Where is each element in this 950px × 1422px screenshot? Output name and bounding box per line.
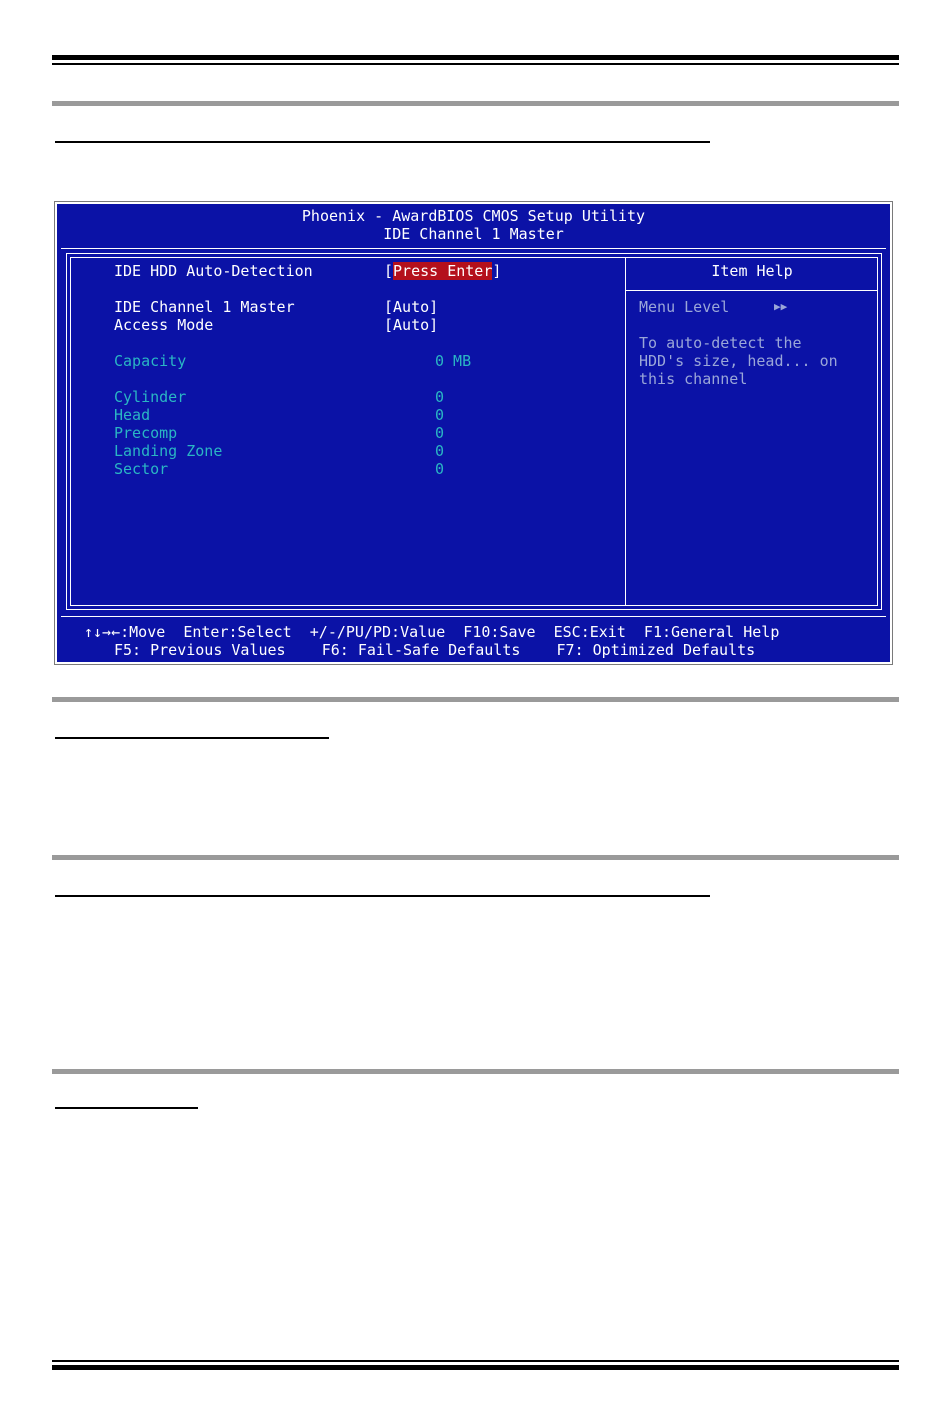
item-ide-channel-1-master-label[interactable]: IDE Channel 1 Master	[114, 298, 295, 316]
menu-level-label: Menu Level	[639, 298, 730, 316]
heading-underline-3	[55, 895, 710, 897]
access-mode-setting[interactable]: Auto	[393, 316, 430, 334]
info-cylinder-label: Cylinder	[114, 388, 187, 406]
title-separator	[61, 248, 886, 249]
header-rule-thin	[52, 63, 899, 65]
footer-keys-line-1: ↑↓→←:Move Enter:Select +/-/PU/PD:Value F10:Save ESC:Exit F1:General Help	[84, 623, 780, 641]
info-landing-zone-label: Landing Zone	[114, 442, 223, 460]
item-access-mode-label[interactable]: Access Mode	[114, 316, 214, 334]
item-ide-channel-1-master-value[interactable]: [Auto]	[384, 298, 439, 316]
item-help-title: Item Help	[711, 262, 793, 280]
heading-underline	[55, 141, 710, 143]
info-head-value: 0	[435, 406, 445, 424]
info-precomp-label: Precomp	[114, 424, 178, 442]
help-text-line-3: this channel	[639, 370, 748, 388]
bios-setup-screen	[55, 202, 892, 664]
info-capacity-value: 0 MB	[435, 352, 472, 370]
item-ide-hdd-auto-detection-value[interactable]: [Press Enter]	[384, 262, 502, 280]
heading-underline-4	[55, 1107, 198, 1109]
footer-rule-thick	[52, 1365, 899, 1370]
selected-value-highlight[interactable]: Press Enter	[393, 262, 493, 280]
info-cylinder-value: 0	[435, 388, 445, 406]
item-ide-hdd-auto-detection-label[interactable]: IDE HDD Auto-Detection	[114, 262, 313, 280]
ide-channel-1-master-setting[interactable]: Auto	[393, 298, 430, 316]
help-title-divider	[625, 290, 878, 291]
footer-keys-line-2: F5: Previous Values F6: Fail-Safe Defaults F7: Optimized Defaults	[114, 641, 756, 659]
info-landing-zone-value: 0	[435, 442, 445, 460]
bios-title: Phoenix - AwardBIOS CMOS Setup Utility	[301, 207, 646, 225]
help-panel-divider	[625, 257, 626, 606]
heading-underline-2	[55, 737, 329, 739]
help-text-line-1: To auto-detect the	[639, 334, 802, 352]
header-rule-thick	[52, 55, 899, 60]
info-capacity-label: Capacity	[114, 352, 187, 370]
info-sector-label: Sector	[114, 460, 169, 478]
section-divider-2	[52, 697, 899, 702]
section-divider-4	[52, 1069, 899, 1074]
info-head-label: Head	[114, 406, 151, 424]
info-sector-value: 0	[435, 460, 445, 478]
footer-rule-thin	[52, 1360, 899, 1362]
section-divider	[52, 101, 899, 106]
menu-level-arrows-icon: ▶▶	[774, 300, 788, 313]
info-precomp-value: 0	[435, 424, 445, 442]
help-text-line-2: HDD's size, head... on	[639, 352, 838, 370]
bios-subtitle: IDE Channel 1 Master	[383, 225, 564, 243]
section-divider-3	[52, 855, 899, 860]
item-access-mode-value[interactable]: [Auto]	[384, 316, 439, 334]
footer-separator	[61, 616, 886, 617]
